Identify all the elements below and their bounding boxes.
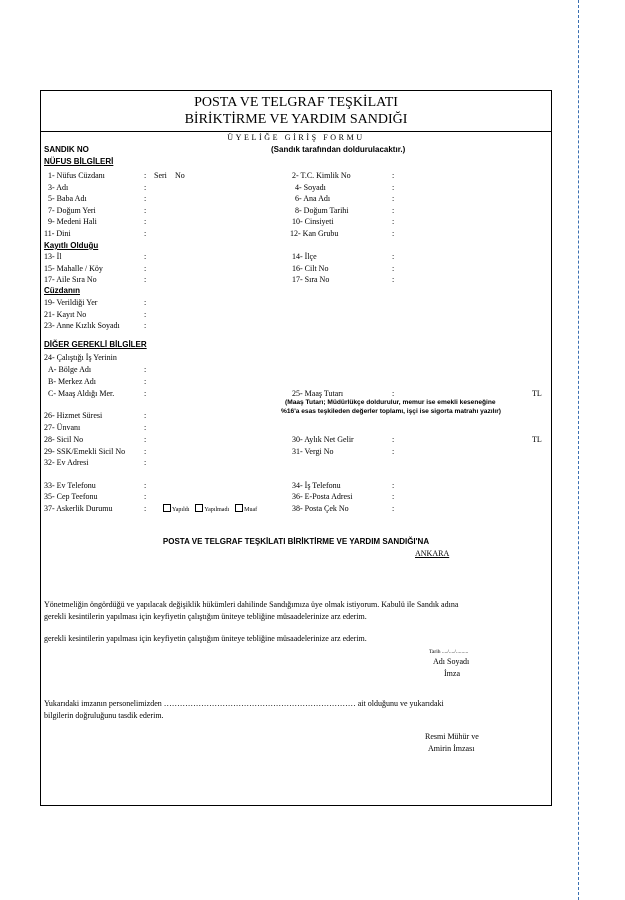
field-label: 24- Çalıştığı İş Yerinin <box>44 353 117 362</box>
colon: : <box>144 365 147 374</box>
colon: : <box>144 481 147 490</box>
colon: : <box>392 389 395 398</box>
field-label: 17- Sıra No <box>292 275 330 284</box>
field-label: C- Maaş Aldığı Mer. <box>48 389 115 398</box>
field-label: 3- Adı <box>48 183 69 192</box>
colon: : <box>392 229 395 238</box>
field-label: 25- Maaş Tutarı <box>292 389 344 398</box>
diger-heading: DİĞER GEREKLİ BİLGİLER <box>44 340 147 349</box>
colon: : <box>144 217 147 226</box>
field-label: 28- Sicil No <box>44 435 84 444</box>
field-label: 1- Nüfus Cüzdanı <box>48 171 105 180</box>
field-label: 26- Hizmet Süresi <box>44 411 103 420</box>
form-title-line1: POSTA VE TELGRAF TEŞKİLATI <box>194 95 398 110</box>
field-label: 8- Doğum Tarihi <box>295 206 349 215</box>
salary-note-line1: (Maaş Tutarı; Müdürlükçe doldurulur, memur ise emekli keseneğine <box>285 399 496 406</box>
field-label: 11- Dini <box>44 229 71 238</box>
no-label: No <box>175 171 185 180</box>
colon: : <box>144 171 147 180</box>
colon: : <box>144 275 147 284</box>
checkbox-muaf[interactable] <box>235 504 243 512</box>
supervisor-signature-label: Amirin İmzası <box>428 744 475 753</box>
approval-line1: Yukarıdaki imzanın personelimizden ……………………………………………………………… ait olduğunu ve yukarıdaki <box>44 699 444 708</box>
field-label: 29- SSK/Emekli Sicil No <box>44 447 126 456</box>
colon: : <box>392 194 395 203</box>
colon: : <box>392 275 395 284</box>
letter-heading: POSTA VE TELGRAF TEŞKİLATI BİRİKTİRME VE YARDIM SANDIĞI'NA <box>162 537 430 546</box>
official-seal-label: Resmi Mühür ve <box>425 732 479 741</box>
colon: : <box>144 310 147 319</box>
colon: : <box>392 264 395 273</box>
letter-paragraph2: gerekli kesintilerin yapılması için keyfiyetin çalıştığım üniteye tebliğine müsaadelerinize arz ederim. <box>44 634 367 643</box>
letter-paragraph1-line1: Yönetmeliğin öngördüğü ve yapılacak değişiklik hükümleri dahilinde Sandığımıza üye olmak istiyorum. Kabulü ile Sandık adına <box>44 600 459 609</box>
cuzdan-heading: Cüzdanın <box>44 286 80 295</box>
letter-paragraph1-line2: gerekli kesintilerin yapılması için keyfiyetin çalıştığım üniteye tebliğine müsaadelerinize arz ederim. <box>44 612 367 621</box>
field-label: 16- Cilt No <box>292 264 329 273</box>
field-label: 34- İş Telefonu <box>292 481 341 490</box>
field-label: 10- Cinsiyeti <box>292 217 334 226</box>
colon: : <box>392 447 395 456</box>
option-label: Muaf <box>244 507 258 513</box>
field-label: 2- T.C. Kimlik No <box>292 171 351 180</box>
colon: : <box>144 389 147 398</box>
colon: : <box>392 217 395 226</box>
form-title-line2: BİRİKTİRME VE YARDIM SANDIĞI <box>184 112 408 127</box>
colon: : <box>392 252 395 261</box>
application-form <box>40 90 552 806</box>
currency-label: TL <box>532 389 542 398</box>
signature-label: İmza <box>444 669 460 678</box>
colon: : <box>144 411 147 420</box>
date-line: Tarih ..../..../......... <box>429 649 469 655</box>
field-label: 7- Doğum Yeri <box>48 206 96 215</box>
letter-city: ANKARA <box>415 549 450 558</box>
checkbox-yapildi[interactable] <box>163 504 171 512</box>
field-label: 32- Ev Adresi <box>44 458 89 467</box>
colon: : <box>144 298 147 307</box>
colon: : <box>144 229 147 238</box>
checkbox-yapilmadi[interactable] <box>195 504 203 512</box>
form-subtitle: ÜYELİĞE GİRİŞ FORMU <box>227 133 365 142</box>
field-label: 13- İl <box>44 252 62 261</box>
colon: : <box>392 481 395 490</box>
field-label: 27- Ünvanı <box>44 423 81 432</box>
colon: : <box>144 435 147 444</box>
field-label: 33- Ev Telefonu <box>44 481 96 490</box>
colon: : <box>144 423 147 432</box>
form-title-box <box>41 91 551 132</box>
askerlik-options <box>163 504 261 515</box>
colon: : <box>144 183 147 192</box>
colon: : <box>144 377 147 386</box>
colon: : <box>144 264 147 273</box>
nufus-heading: NÜFUS BİLGİLERİ <box>44 157 114 166</box>
field-label: 31- Vergi No <box>292 447 334 456</box>
field-label: 19- Verildiği Yer <box>44 298 98 307</box>
field-label: 37- Askerlik Durumu <box>44 504 113 513</box>
field-label: 17- Aile Sıra No <box>44 275 97 284</box>
colon: : <box>392 492 395 501</box>
option-label: Yapılmadı <box>204 507 230 513</box>
field-label: 23- Anne Kızlık Soyadı <box>44 321 120 330</box>
field-label: 4- Soyadı <box>295 183 326 192</box>
approval-line2: bilgilerin doğruluğunu tasdik ederim. <box>44 711 164 720</box>
field-label: 35- Cep Teefonu <box>44 492 98 501</box>
field-label: 30- Aylık Net Gelir <box>292 435 354 444</box>
colon: : <box>144 321 147 330</box>
field-label: 14- İlçe <box>292 252 317 261</box>
field-label: 6- Ana Adı <box>295 194 331 203</box>
field-label: 21- Kayıt No <box>44 310 87 319</box>
option-label: Yapıldı <box>172 507 190 513</box>
colon: : <box>144 492 147 501</box>
currency-label: TL <box>532 435 542 444</box>
field-label: B- Merkez Adı <box>48 377 96 386</box>
field-label: 36- E-Posta Adresi <box>292 492 353 501</box>
colon: : <box>144 252 147 261</box>
page-cut-line <box>578 0 579 900</box>
field-label: 5- Baba Adı <box>48 194 87 203</box>
colon: : <box>392 183 395 192</box>
field-label: 12- Kan Grubu <box>290 229 339 238</box>
seri-label: Seri <box>154 171 167 180</box>
colon: : <box>392 171 395 180</box>
sandik-no-label: SANDIK NO <box>44 145 89 154</box>
name-label: Adı Soyadı <box>433 657 470 666</box>
salary-note-line2: %16'a esas teşkileden değerler toplamı, işçi ise sigorta matrahı yazılır) <box>281 408 501 415</box>
colon: : <box>392 435 395 444</box>
colon: : <box>144 206 147 215</box>
field-label: 38- Posta Çek No <box>292 504 349 513</box>
colon: : <box>392 206 395 215</box>
field-label: A- Bölge Adı <box>48 365 92 374</box>
field-label: 9- Medeni Hali <box>48 217 97 226</box>
field-label: 15- Mahalle / Köy <box>44 264 103 273</box>
colon: : <box>144 458 147 467</box>
kayitli-heading: Kayıtlı Olduğu <box>44 241 99 250</box>
colon: : <box>144 194 147 203</box>
sandik-note: (Sandık tarafından doldurulacaktır.) <box>271 145 406 154</box>
colon: : <box>144 504 147 513</box>
colon: : <box>392 504 395 513</box>
colon: : <box>144 447 147 456</box>
